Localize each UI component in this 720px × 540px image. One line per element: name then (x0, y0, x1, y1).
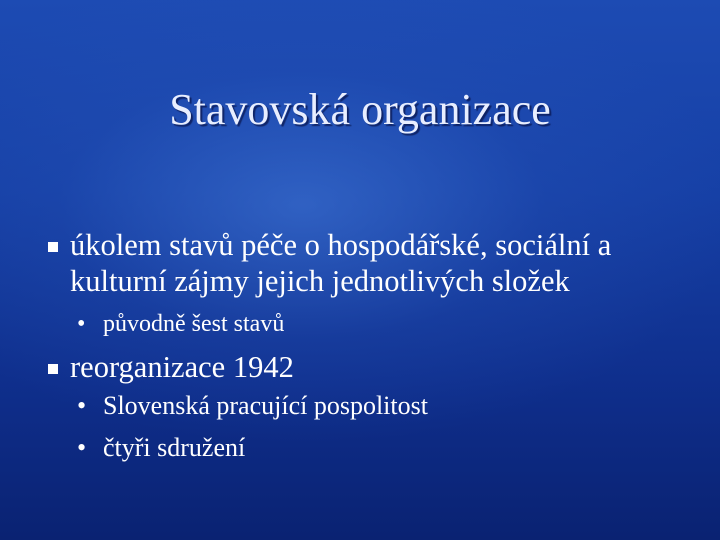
dot-bullet-icon: • (77, 311, 86, 337)
square-bullet-icon (48, 242, 58, 252)
square-bullet-icon (48, 364, 58, 374)
sub-bullet-1-1-text: původně šest stavů (103, 311, 285, 337)
bullet-1-text-line-1: úkolem stavů péče o hospodářské, sociální a (70, 228, 612, 262)
sub-bullet-2-1-text: Slovenská pracující pospolitost (103, 391, 428, 420)
dot-bullet-icon: • (77, 391, 87, 420)
bullet-1-text-line-2: kulturní zájmy jejich jednotlivých složek (70, 264, 570, 298)
dot-bullet-icon: • (77, 433, 87, 462)
bullet-1-continuation (70, 263, 720, 299)
bullet-1 (70, 227, 720, 263)
sub-bullet-2-1 (77, 390, 428, 422)
sub-bullet-2-2-text: čtyři sdružení (103, 433, 246, 462)
sub-bullet-1-1 (77, 308, 285, 340)
bullet-2 (70, 349, 720, 385)
slide-title: Stavovská organizace (169, 85, 551, 134)
bullet-2-text: reorganizace 1942 (70, 350, 294, 384)
sub-bullet-2-2 (77, 432, 246, 464)
